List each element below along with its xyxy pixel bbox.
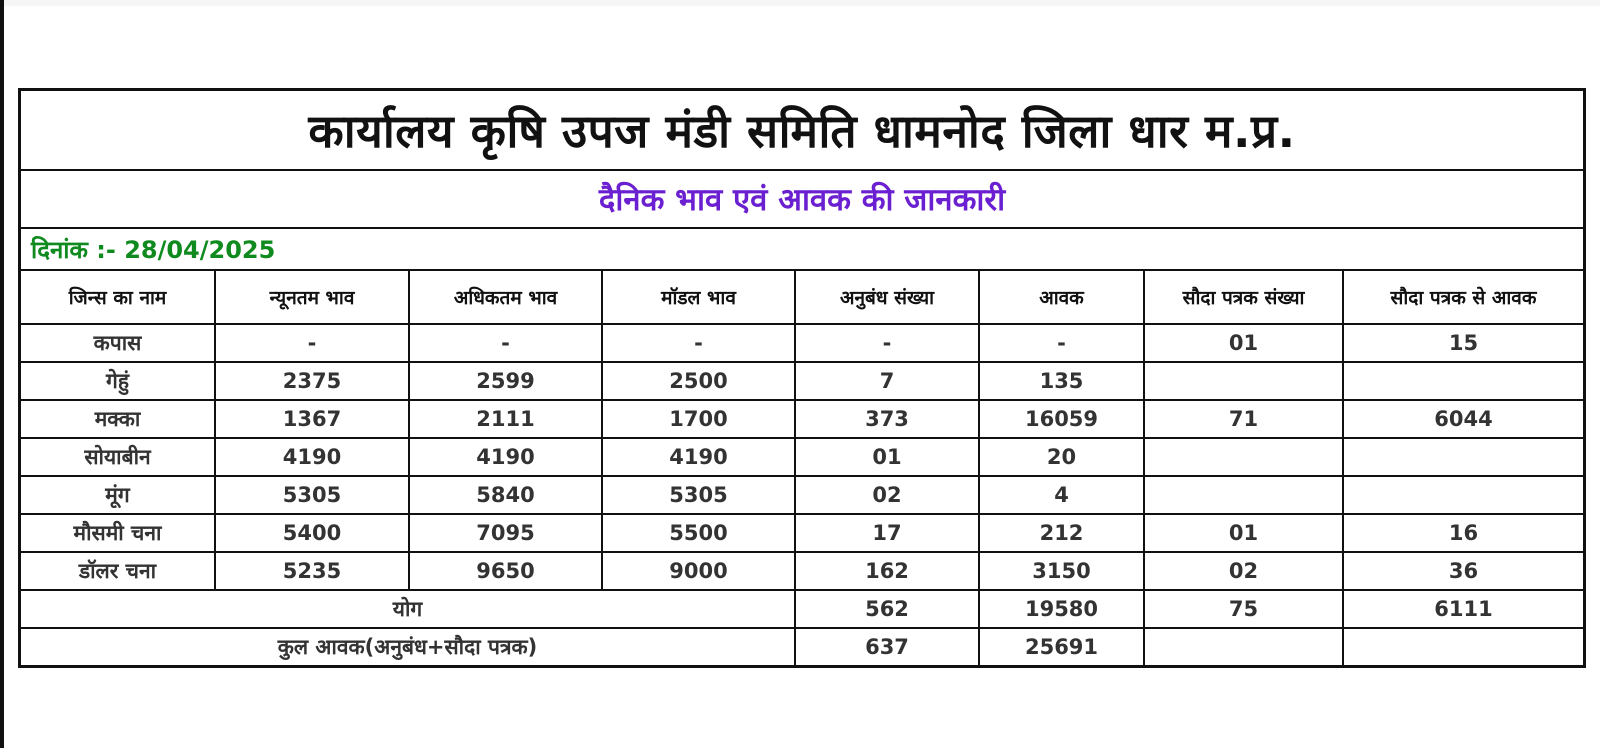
contract-count: 162 [795,552,979,590]
model-rate: 1700 [602,400,795,438]
table-row [21,438,1583,476]
min-rate: 4190 [215,438,409,476]
arrival: 16059 [979,400,1144,438]
arrival: 20 [979,438,1144,476]
deal-arrival: 15 [1343,324,1583,362]
col-header-deal-count: सौदा पत्रक संख्या [1144,271,1343,324]
arrival: - [979,324,1144,362]
grand-total-arrival: 25691 [979,628,1144,665]
report-subtitle: दैनिक भाव एवं आवक की जानकारी [21,171,1583,229]
min-rate: 5305 [215,476,409,514]
rates-table [21,271,1583,665]
col-header-arrival: आवक [979,271,1144,324]
col-header-min-rate: न्यूनतम भाव [215,271,409,324]
contract-count: 17 [795,514,979,552]
crop-name: मक्का [21,400,215,438]
deal-count: 02 [1144,552,1343,590]
crop-name: सोयाबीन [21,438,215,476]
total-arrival: 19580 [979,590,1144,628]
arrival: 135 [979,362,1144,400]
contract-count: 02 [795,476,979,514]
table-row [21,400,1583,438]
contract-count: - [795,324,979,362]
table-row [21,324,1583,362]
office-title: कार्यालय कृषि उपज मंडी समिति धामनोद जिला धार म.प्र. [21,91,1583,171]
grand-total-contract-count: 637 [795,628,979,665]
crop-name: डॉलर चना [21,552,215,590]
max-rate: 7095 [409,514,602,552]
contract-count: 01 [795,438,979,476]
model-rate: 4190 [602,438,795,476]
crop-name: गेहुं [21,362,215,400]
max-rate: 5840 [409,476,602,514]
report-date: दिनांक :- 28/04/2025 [21,229,1583,271]
deal-arrival: 6044 [1343,400,1583,438]
min-rate: 5235 [215,552,409,590]
min-rate: - [215,324,409,362]
model-rate: - [602,324,795,362]
col-header-contract-count: अनुबंध संख्या [795,271,979,324]
model-rate: 9000 [602,552,795,590]
max-rate: - [409,324,602,362]
min-rate: 5400 [215,514,409,552]
col-header-crop: जिन्स का नाम [21,271,215,324]
table-row [21,552,1583,590]
max-rate: 2111 [409,400,602,438]
deal-arrival [1343,362,1583,400]
crop-name: मौसमी चना [21,514,215,552]
arrival: 212 [979,514,1144,552]
deal-count: 71 [1144,400,1343,438]
deal-count [1144,362,1343,400]
model-rate: 5305 [602,476,795,514]
contract-count: 7 [795,362,979,400]
min-rate: 1367 [215,400,409,438]
model-rate: 2500 [602,362,795,400]
arrival: 4 [979,476,1144,514]
deal-arrival [1343,438,1583,476]
crop-name: मूंग [21,476,215,514]
deal-count [1144,438,1343,476]
left-edge-bar [0,0,4,748]
grand-total-deal-arrival [1343,628,1583,665]
grand-total-row [21,628,1583,665]
max-rate: 2599 [409,362,602,400]
min-rate: 2375 [215,362,409,400]
grand-total-deal-count [1144,628,1343,665]
arrival: 3150 [979,552,1144,590]
deal-arrival: 16 [1343,514,1583,552]
deal-count [1144,476,1343,514]
col-header-deal-arrival: सौदा पत्रक से आवक [1343,271,1583,324]
top-strip [4,0,1600,6]
deal-arrival: 36 [1343,552,1583,590]
model-rate: 5500 [602,514,795,552]
total-deal-count: 75 [1144,590,1343,628]
total-label: योग [21,590,795,628]
table-row [21,362,1583,400]
max-rate: 4190 [409,438,602,476]
total-row [21,590,1583,628]
deal-count: 01 [1144,514,1343,552]
deal-arrival [1343,476,1583,514]
grand-total-label: कुल आवक(अनुबंध+सौदा पत्रक) [21,628,795,665]
rate-sheet [18,88,1586,668]
col-header-max-rate: अधिकतम भाव [409,271,602,324]
max-rate: 9650 [409,552,602,590]
total-contract-count: 562 [795,590,979,628]
table-row [21,476,1583,514]
contract-count: 373 [795,400,979,438]
crop-name: कपास [21,324,215,362]
table-row [21,514,1583,552]
table-header-row [21,271,1583,324]
deal-count: 01 [1144,324,1343,362]
total-deal-arrival: 6111 [1343,590,1583,628]
col-header-model-rate: मॉडल भाव [602,271,795,324]
